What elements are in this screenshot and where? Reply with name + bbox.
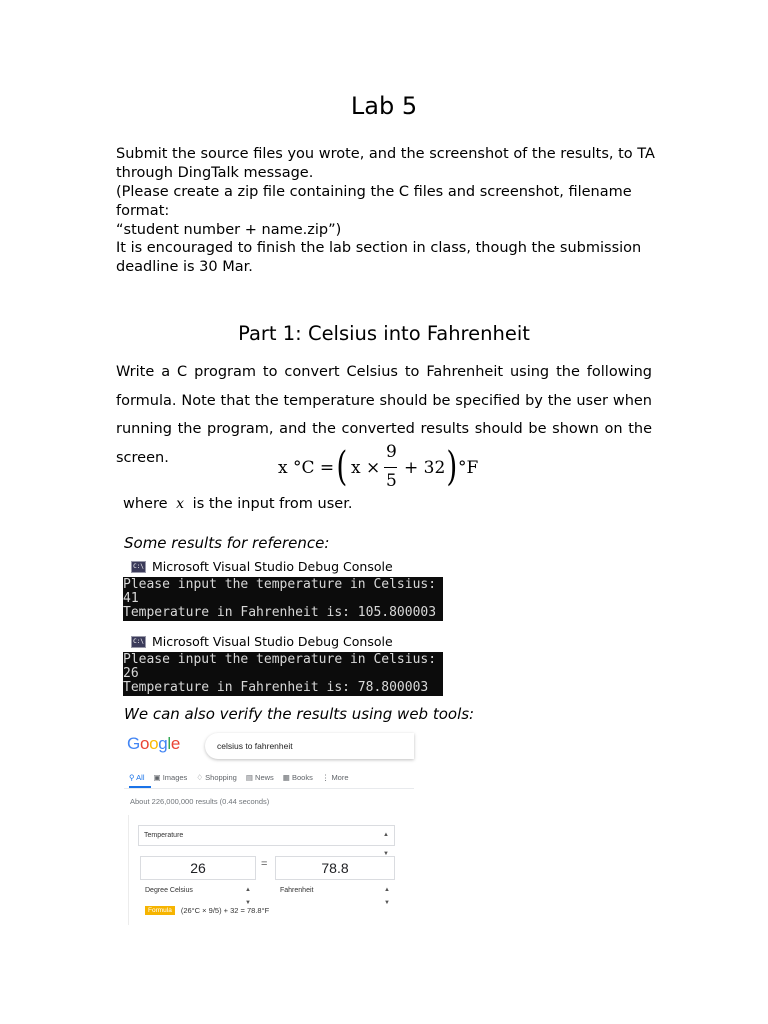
part1-heading: Part 1: Celsius into Fahrenheit [238,322,530,345]
formula-unit: °F [458,458,479,478]
console-app-icon: C:\ [131,636,146,648]
console-line: 26 [123,666,139,681]
page-title: Lab 5 [350,92,418,120]
logo-letter: o [149,734,159,753]
where-var: x [176,496,185,512]
formula-row [145,906,269,915]
search-tabs [129,773,349,782]
tab-more[interactable]: ⋮ More [321,773,349,782]
tab-news[interactable]: ▤ News [245,773,274,782]
from-unit-select[interactable] [140,884,256,906]
logo-letter: o [139,734,150,753]
tabs-divider [124,788,414,789]
from-value-input[interactable]: 26 [140,856,256,880]
to-unit-value: Fahrenheit [280,887,314,894]
console-line: Please input the temperature in Celsius: [123,577,437,592]
logo-letter: G [127,734,140,753]
intro-line: Submit the source files you wrote, and the screenshot of the results, to TA [116,146,655,162]
search-icon: ⚲ [129,773,135,782]
console-title: Microsoft Visual Studio Debug Console [152,634,393,649]
where-pre: where [123,496,168,512]
deadline-note [116,239,656,277]
verify-caption: We can also verify the results using web tools: [124,705,475,723]
reference-caption: Some results for reference: [124,534,330,552]
debug-console-1 [123,557,443,621]
tab-shopping[interactable]: ♢ Shopping [196,773,237,782]
formula-numerator: 9 [386,442,397,462]
console-titlebar [123,632,443,652]
news-icon: ▤ [245,773,253,782]
formula-lhs: x °C = [278,458,335,478]
google-logo [127,734,180,754]
formula-text: (26°C × 9/5) + 32 = 78.8°F [180,906,270,915]
formula-badge: Formula [145,906,175,915]
variable-note [123,496,352,512]
console-app-icon: C:\ [131,561,146,573]
to-unit-select[interactable] [275,884,395,906]
tab-images[interactable]: ▣ Images [153,773,188,782]
deadline-line: deadline is 30 Mar. [116,259,253,275]
intro-line: through DingTalk message. [116,165,314,181]
book-icon: ▦ [282,773,290,782]
logo-letter: g [158,734,168,753]
deadline-line: It is encouraged to finish the lab section in class, though the submission [116,240,642,256]
more-icon: ⋮ [321,773,330,782]
console-titlebar [123,557,443,577]
submission-instructions [116,145,656,240]
formula-x-times: x × [351,458,381,478]
console-output [123,652,443,696]
intro-line: “student number + name.zip”) [116,222,342,238]
console-output [123,577,443,621]
console-line: Please input the temperature in Celsius: [123,652,437,667]
from-unit-value: Degree Celsius [145,887,193,894]
formula-denominator: 5 [386,471,397,491]
console-line: 41 [123,591,139,606]
chevron-updown-icon: ▲ ▼ [383,832,389,857]
part1-description: Write a C program to convert Celsius to Fahrenheit using the following formula. Note that the temperature should be specified by the user when running the program, and the converted results should be shown on the screen. [116,364,652,466]
console-title: Microsoft Visual Studio Debug Console [152,559,393,574]
formula-plus: + 32 [404,458,446,478]
chevron-updown-icon: ▲ ▼ [384,887,390,906]
where-post: is the input from user. [192,496,353,512]
google-converter-screenshot [124,730,414,925]
intro-line: (Please create a zip file containing the C files and screenshot, filename format: [116,184,632,219]
tab-all[interactable]: ⚲ All [129,773,145,782]
unit-converter-card [128,815,415,925]
to-value-input[interactable]: 78.8 [275,856,395,880]
quantity-select[interactable] [138,825,395,857]
formula-open-paren: ( [336,444,348,490]
debug-console-2 [123,632,443,696]
tab-books[interactable]: ▦ Books [282,773,313,782]
console-line: Temperature in Fahrenheit is: 78.800003 [123,680,429,695]
equals-sign: = [261,858,268,870]
image-icon: ▣ [153,773,161,782]
conversion-formula [278,440,488,496]
fraction-bar [384,467,397,468]
chevron-updown-icon: ▲ ▼ [245,887,251,906]
logo-letter: l [167,734,171,753]
formula-close-paren: ) [446,444,458,490]
console-line: Temperature in Fahrenheit is: 105.800003 [123,605,437,620]
result-stats: About 226,000,000 results (0.44 seconds) [130,797,270,806]
quantity-value: Temperature [144,832,184,839]
tag-icon: ♢ [196,773,204,782]
search-input[interactable]: celsius to fahrenheit [205,733,414,759]
logo-letter: e [170,734,181,753]
